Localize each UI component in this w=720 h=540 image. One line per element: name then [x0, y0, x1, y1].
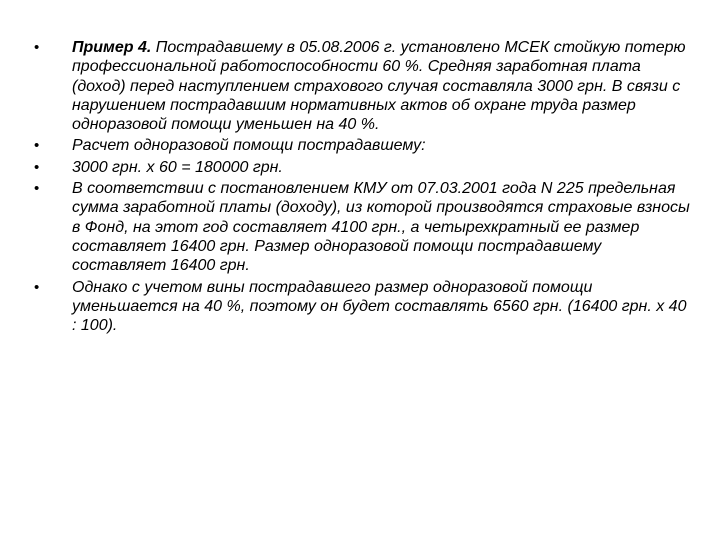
bullet-text: Однако с учетом вины пострадавшего размер одноразовой помощи уменьшается на 40 %, поэтому он будет составлять 6560 грн. (16400 грн. х 40 : 100). — [72, 278, 687, 335]
bullet-dot-icon: • — [34, 158, 40, 176]
bullet-text: В соответствии с постановлением КМУ от 07.03.2001 года N 225 предельная сумма заработной платы (доходу), из которой производятся страховые взносы в Фонд, на этот год составляет 4100 грн., а четырехкратный ее размер составляет 16400 грн. Размер одноразовой помощи пострадавшему составляет 16400 грн. — [72, 180, 690, 275]
example-heading: Пример 4. — [72, 39, 152, 56]
bullet-list — [34, 38, 690, 337]
bullet-item-example — [34, 38, 690, 134]
bullet-dot-icon: • — [34, 137, 40, 155]
bullet-dot-icon: • — [34, 180, 40, 198]
bullet-text — [72, 38, 690, 134]
bullet-item-limit — [34, 179, 690, 275]
bullet-dot-icon: • — [34, 39, 40, 56]
example-body: Пострадавшему в 05.08.2006 г. установлено МСЕК стойкую потерю профессиональной работоспособности 60 %. Средняя заработная плата (доход) перед наступлением страхового случая составляла 3000 грн. В связи с нарушением пострадавшим нормативных актов об охране труда размер одноразовой помощи уменьшен на 40 %. — [72, 39, 686, 134]
bullet-item-calculation — [34, 158, 690, 177]
bullet-item-result — [34, 278, 690, 336]
bullet-text: Расчет одноразовой помощи пострадавшему: — [72, 137, 426, 155]
bullet-text: 3000 грн. х 60 = 180000 грн. — [72, 158, 283, 176]
bullet-dot-icon: • — [34, 278, 40, 296]
bullet-item-calculation-intro — [34, 136, 690, 155]
